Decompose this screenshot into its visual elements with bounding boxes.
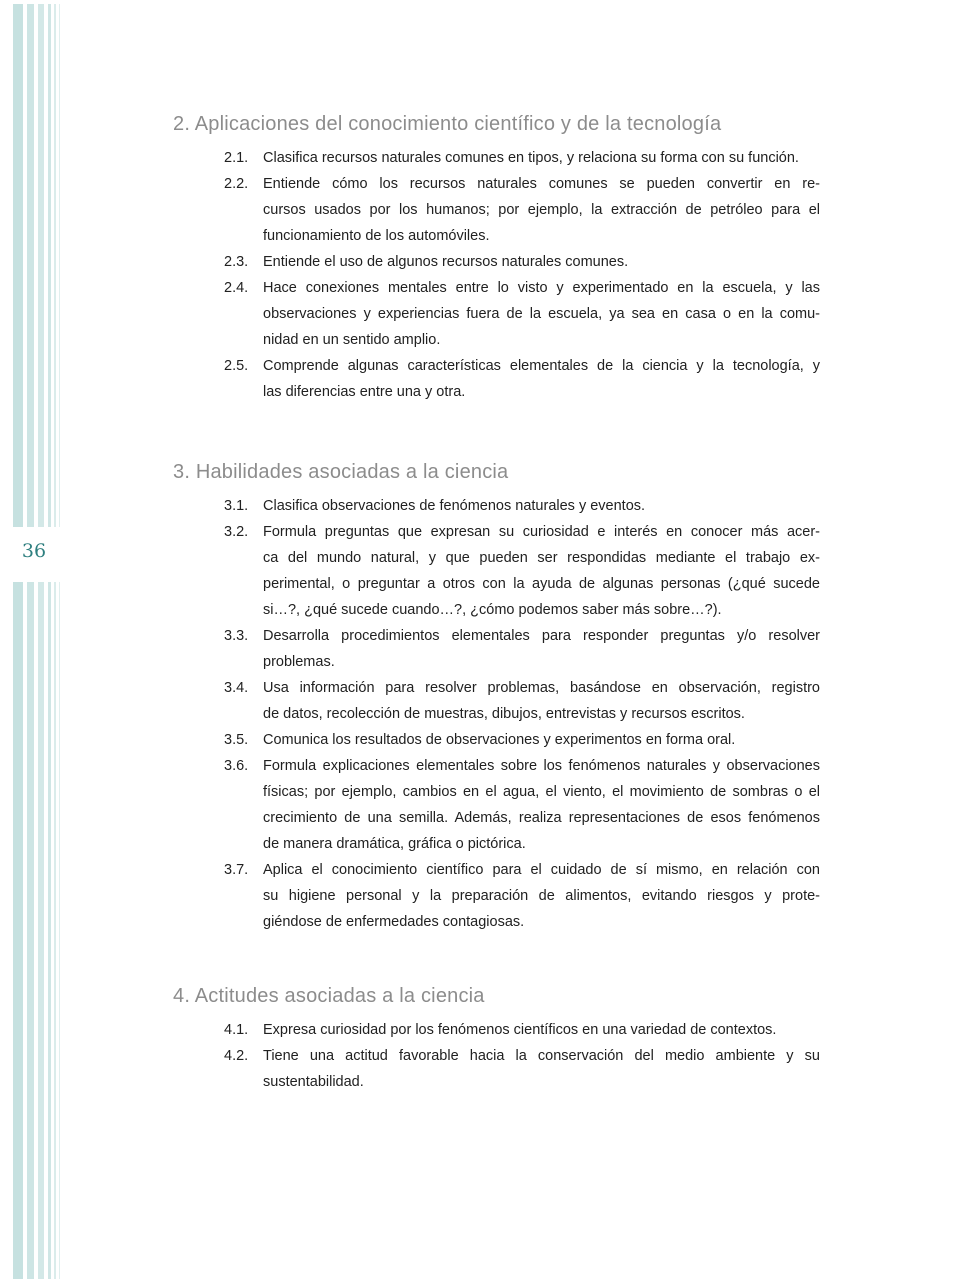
item-text: [263, 857, 820, 935]
item-number: 2.5.: [224, 358, 249, 374]
item-text: [263, 519, 820, 623]
list-item: [224, 1017, 820, 1043]
item-text: [263, 1043, 820, 1095]
list-item: [224, 275, 820, 353]
page-number: 36: [21, 540, 47, 562]
text-line: Comunica los resultados de observaciones y experimentos en forma oral.: [263, 732, 736, 748]
item-number: 2.1.: [224, 150, 249, 166]
list-item: [224, 675, 820, 727]
list-item: [224, 353, 820, 405]
left-stripe-band-bottom: [0, 582, 62, 1279]
text-line: de datos, recolección de muestras, dibujos, entrevistas y recursos escritos.: [263, 706, 745, 722]
list-item: [224, 753, 820, 857]
text-line: Formula explicaciones elementales sobre los fenómenos naturales y observaciones: [263, 758, 820, 774]
text-line: cursos usados por los humanos; por ejemplo, la extracción de petróleo para el: [263, 202, 820, 218]
text-line: su higiene personal y la preparación de alimentos, evitando riesgos y prote-: [263, 888, 820, 904]
decorative-stripe: [38, 4, 44, 527]
section-heading: 3. Habilidades asociadas a la ciencia: [173, 461, 509, 483]
text-line: Entiende el uso de algunos recursos naturales comunes.: [263, 254, 629, 270]
item-text: [263, 353, 820, 405]
text-line: nidad en un sentido amplio.: [263, 332, 441, 348]
item-text: [263, 753, 820, 857]
curriculum-section: [173, 983, 820, 1095]
left-stripe-band-top: [0, 4, 62, 527]
item-number: 3.4.: [224, 680, 249, 696]
decorative-stripe: [13, 4, 23, 527]
list-item: [224, 1043, 820, 1095]
item-number: 3.3.: [224, 628, 249, 644]
text-line: de manera dramática, gráfica o pictórica.: [263, 836, 526, 852]
text-line: Usa información para resolver problemas, basándose en observación, registro: [263, 680, 820, 696]
text-line: si…?, ¿qué sucede cuando…?, ¿cómo podemos saber más sobre…?).: [263, 602, 722, 618]
text-line: las diferencias entre una y otra.: [263, 384, 466, 400]
curriculum-section: [173, 111, 820, 405]
list-item: [224, 519, 820, 623]
item-text: [263, 493, 820, 519]
decorative-stripe: [13, 582, 23, 1279]
item-text: [263, 727, 820, 753]
text-line: funcionamiento de los automóviles.: [263, 228, 490, 244]
item-number: 2.3.: [224, 254, 249, 270]
section-heading: 4. Actitudes asociadas a la ciencia: [173, 985, 485, 1007]
item-text: [263, 675, 820, 727]
item-number: 2.4.: [224, 280, 249, 296]
decorative-stripe: [27, 4, 34, 527]
text-line: Clasifica recursos naturales comunes en tipos, y relaciona su forma con su función.: [263, 150, 799, 166]
text-line: Formula preguntas que expresan su curiosidad e interés en conocer más acer-: [263, 524, 820, 540]
decorative-stripe: [48, 582, 51, 1279]
item-number: 3.7.: [224, 862, 249, 878]
text-line: giéndose de enfermedades contagiosas.: [263, 914, 525, 930]
item-text: [263, 275, 820, 353]
text-line: observaciones y experiencias fuera de la escuela, ya sea en casa o en la comu-: [263, 306, 820, 322]
section-item-list: [224, 1017, 820, 1095]
section-heading: 2. Aplicaciones del conocimiento científico y de la tecnología: [173, 113, 722, 135]
list-item: [224, 493, 820, 519]
item-number: 3.6.: [224, 758, 249, 774]
text-line: Tiene una actitud favorable hacia la conservación del medio ambiente y su: [263, 1048, 820, 1064]
item-text: [263, 623, 820, 675]
item-text: [263, 145, 820, 171]
item-number: 3.1.: [224, 498, 249, 514]
content-column: [173, 111, 820, 1095]
decorative-stripe: [27, 582, 34, 1279]
text-line: Expresa curiosidad por los fenómenos científicos en una variedad de contextos.: [263, 1022, 777, 1038]
section-item-list: [224, 145, 820, 405]
list-item: [224, 249, 820, 275]
text-line: Clasifica observaciones de fenómenos naturales y eventos.: [263, 498, 646, 514]
text-line: sustentabilidad.: [263, 1074, 364, 1090]
item-number: 3.5.: [224, 732, 249, 748]
decorative-stripe: [54, 582, 57, 1279]
text-line: perimental, o preguntar a otros con la ayuda de algunas personas (¿qué sucede: [263, 576, 820, 592]
list-item: [224, 145, 820, 171]
decorative-stripe: [59, 4, 61, 527]
section-item-list: [224, 493, 820, 935]
text-line: problemas.: [263, 654, 335, 670]
curriculum-section: [173, 459, 820, 935]
text-line: Desarrolla procedimientos elementales para responder preguntas y/o resolver: [263, 628, 820, 644]
decorative-stripe: [38, 582, 44, 1279]
list-item: [224, 171, 820, 249]
list-item: [224, 727, 820, 753]
list-item: [224, 857, 820, 935]
decorative-stripe: [48, 4, 51, 527]
text-line: Aplica el conocimiento científico para el cuidado de sí mismo, en relación con: [263, 862, 820, 878]
text-line: físicas; por ejemplo, cambios en el agua, el viento, el movimiento de sombras o el: [263, 784, 820, 800]
item-number: 2.2.: [224, 176, 249, 192]
item-number: 4.1.: [224, 1022, 249, 1038]
item-text: [263, 1017, 820, 1043]
item-number: 3.2.: [224, 524, 249, 540]
item-number: 4.2.: [224, 1048, 249, 1064]
list-item: [224, 623, 820, 675]
text-line: Comprende algunas características elementales de la ciencia y la tecnología, y: [263, 358, 820, 374]
text-line: ca del mundo natural, y que pueden ser respondidas mediante el trabajo ex-: [263, 550, 820, 566]
item-text: [263, 249, 820, 275]
text-line: crecimiento de una semilla. Además, realiza representaciones de esos fenómenos: [263, 810, 820, 826]
decorative-stripe: [54, 4, 57, 527]
text-line: Hace conexiones mentales entre lo visto y experimentado en la escuela, y las: [263, 280, 820, 296]
decorative-stripe: [59, 582, 61, 1279]
item-text: [263, 171, 820, 249]
text-line: Entiende cómo los recursos naturales comunes se pueden convertir en re-: [263, 176, 820, 192]
